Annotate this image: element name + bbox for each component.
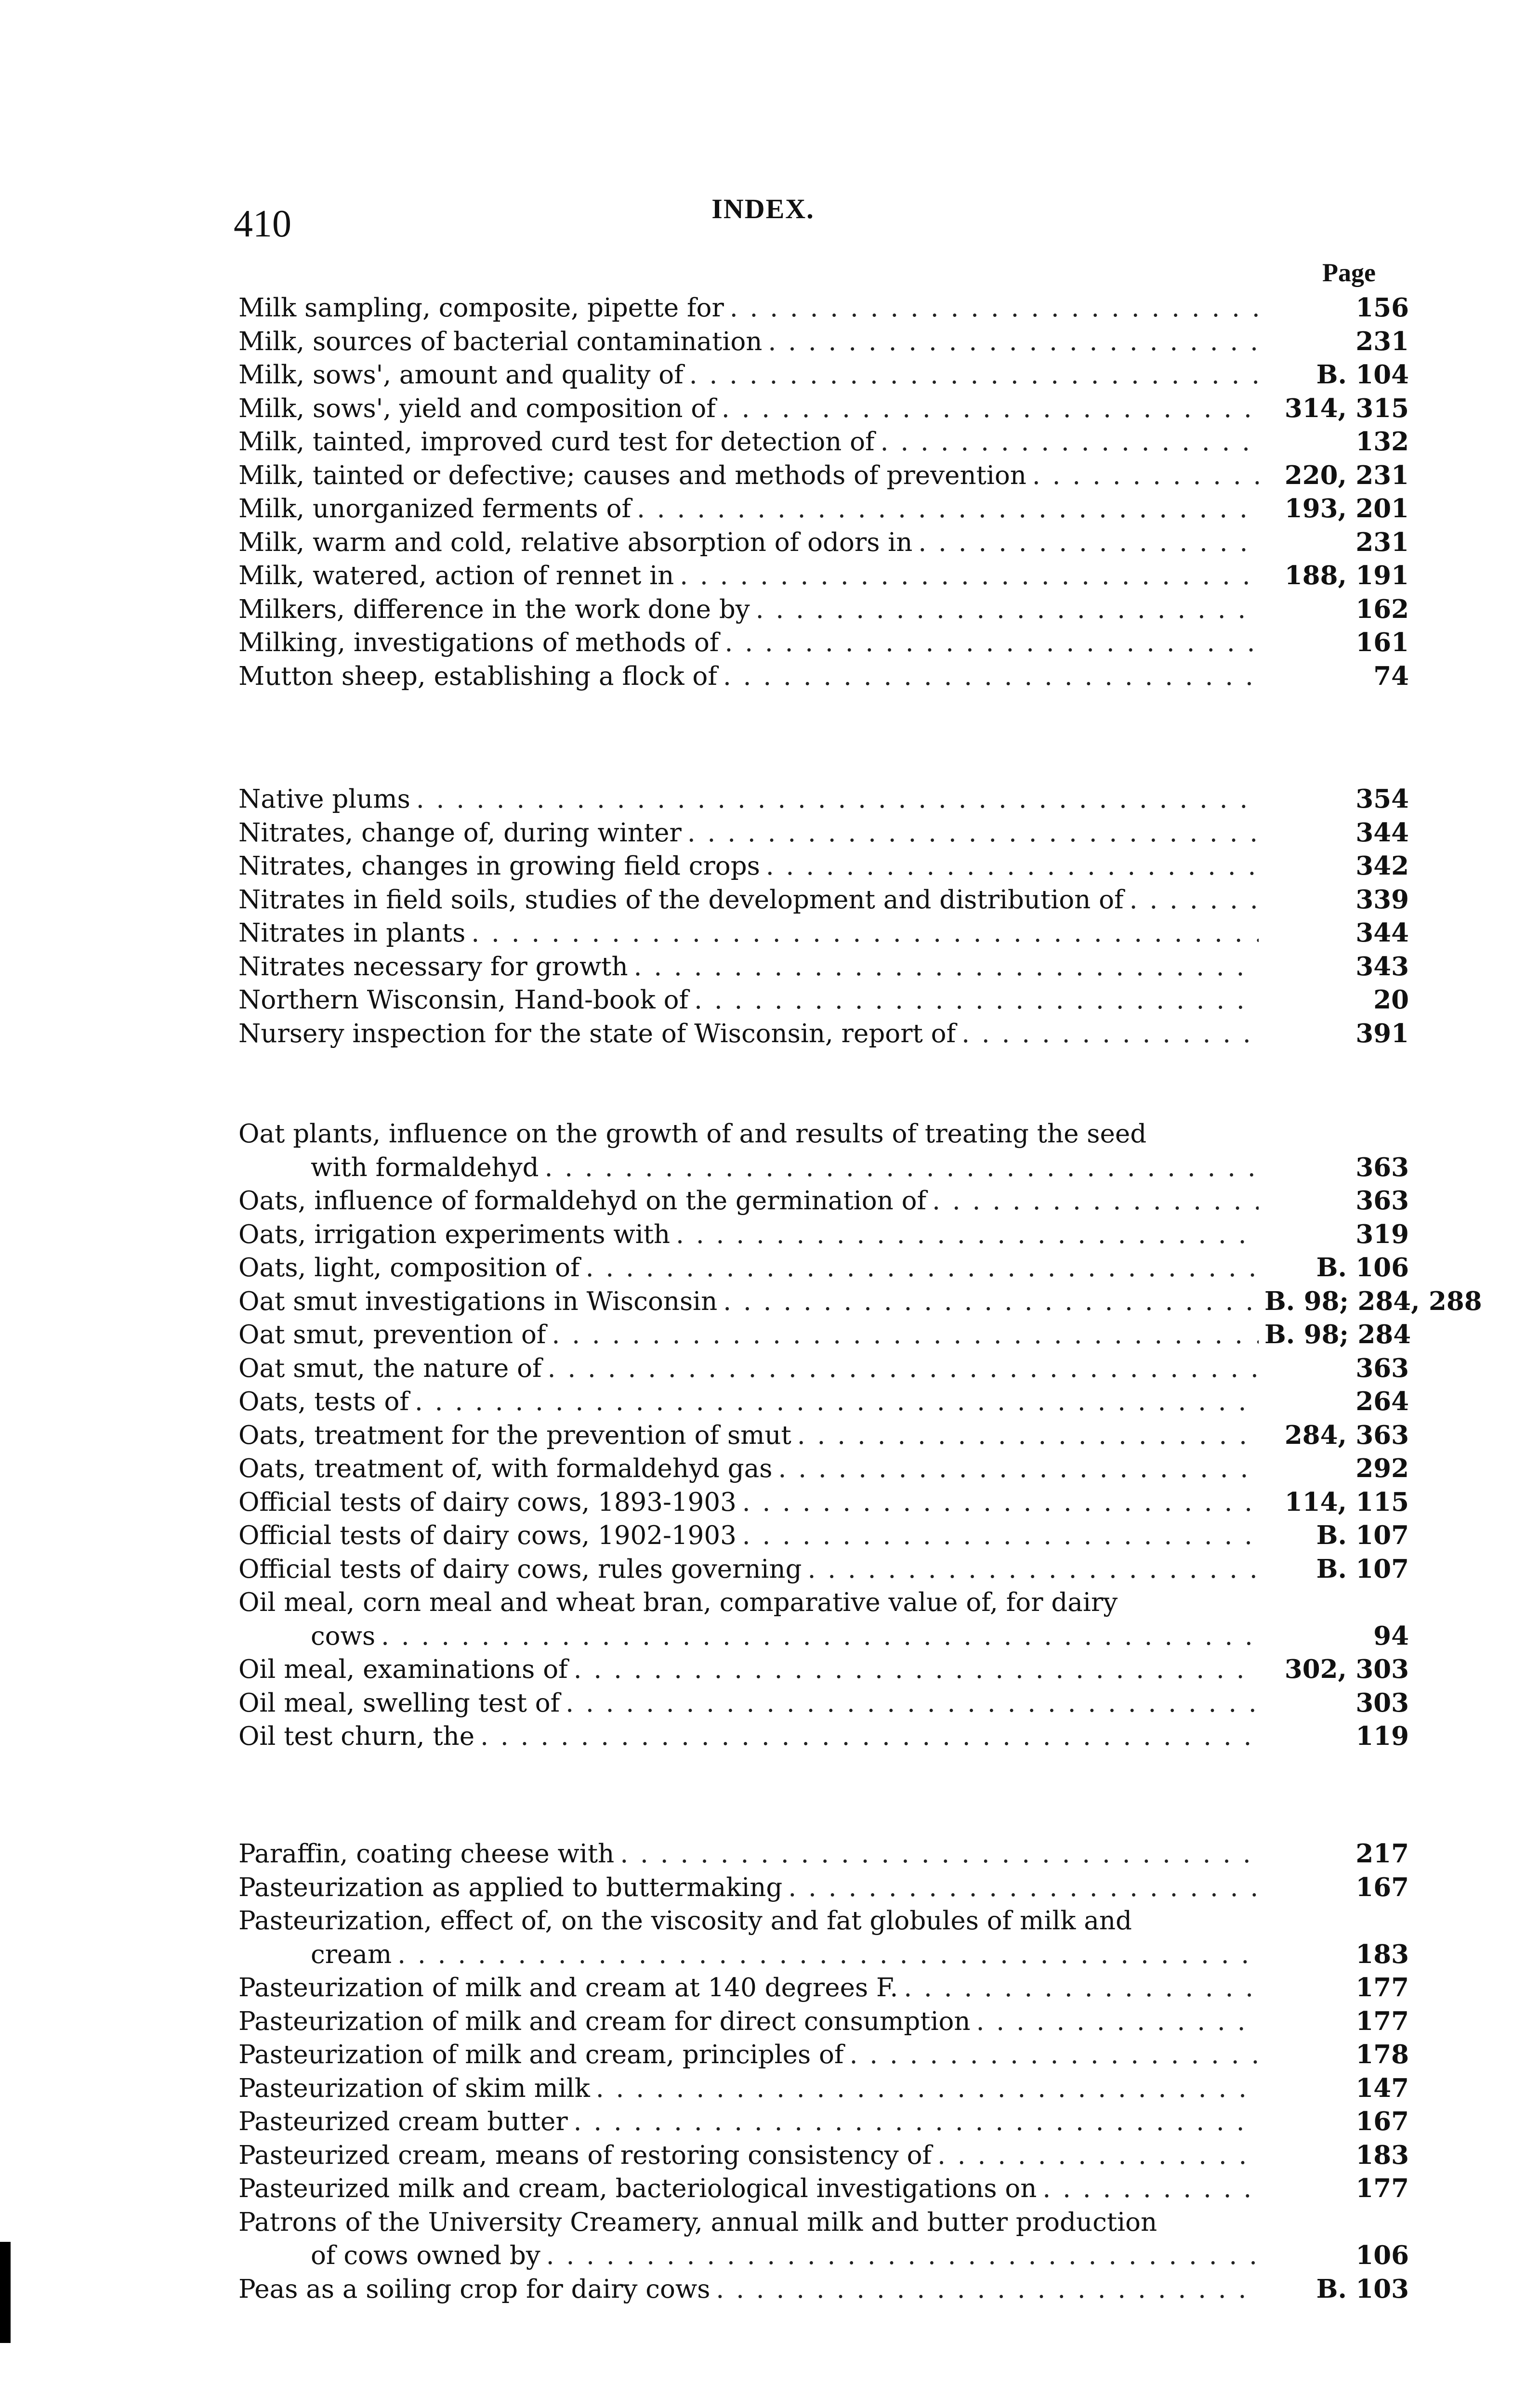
page-column-label: Page	[1322, 258, 1376, 287]
index-entry-page: 147	[1355, 2073, 1409, 2103]
index-entry	[238, 1251, 1409, 1285]
index-entry-page: B. 98; 284, 288	[1264, 1286, 1482, 1316]
index-entry-continued-text: cream	[311, 1939, 392, 1969]
dot-leader	[932, 1184, 1259, 1218]
index-entry-page: 391	[1355, 1018, 1409, 1048]
index-entry-page: B. 98; 284	[1264, 1320, 1411, 1349]
index-entry-page: 94	[1373, 1621, 1409, 1651]
index-entry-page: 292	[1355, 1453, 1409, 1483]
index-entry-text: Pasteurization of skim milk	[238, 2073, 590, 2103]
index-entry-text: Milk, watered, action of rennet in	[238, 561, 674, 590]
index-entry-page: 217	[1355, 1839, 1409, 1869]
index-entry	[238, 983, 1409, 1017]
dot-leader	[680, 559, 1259, 593]
index-section-o	[238, 1117, 1482, 1754]
dot-leader	[961, 1017, 1259, 1051]
dot-leader	[756, 593, 1259, 627]
index-entry-page: 193, 201	[1284, 494, 1409, 523]
index-entry	[238, 2273, 1409, 2306]
index-entry-text: Nitrates in field soils, studies of the development and distribution of	[238, 885, 1124, 915]
dot-leader	[881, 425, 1259, 459]
index-entry-page: 231	[1355, 527, 1409, 557]
index-section-p	[238, 1837, 1409, 2306]
index-entry	[238, 1285, 1482, 1319]
index-entry	[238, 1352, 1409, 1386]
index-entry	[238, 593, 1409, 627]
index-entry	[238, 1218, 1409, 1252]
index-entry-text: Oats, tests of	[238, 1387, 409, 1416]
index-entry-page: 264	[1355, 1387, 1409, 1416]
dot-leader	[766, 850, 1259, 883]
index-entry-text: Northern Wisconsin, Hand-book of	[238, 985, 689, 1015]
index-entry-page: 177	[1355, 1973, 1409, 2002]
index-entry-text: Nitrates necessary for growth	[238, 952, 628, 982]
index-entry	[238, 1452, 1409, 1486]
index-entry	[238, 459, 1409, 493]
index-entry-text: Oat smut, the nature of	[238, 1353, 542, 1383]
dot-leader	[778, 1452, 1259, 1486]
index-entry-page: 162	[1355, 594, 1409, 624]
index-entry-page: 119	[1355, 1721, 1409, 1751]
index-entry-page: 188, 191	[1284, 561, 1409, 590]
index-entry-continuation	[238, 1938, 1409, 1972]
index-entry-page: 183	[1355, 1939, 1409, 1969]
dot-leader	[742, 1486, 1259, 1519]
index-entry-continued-text: cows	[311, 1621, 376, 1651]
index-entry-text: Pasteurization as applied to buttermaking	[238, 1872, 783, 1902]
index-entry-page: 114, 115	[1284, 1487, 1409, 1517]
dot-leader	[723, 660, 1259, 694]
index-entry-text: Patrons of the University Creamery, annual milk and butter production	[238, 2207, 1158, 2237]
index-entry-text: Oat plants, influence on the growth of and results of treating the seed	[238, 1119, 1147, 1149]
index-entry	[238, 1720, 1409, 1754]
index-entry	[238, 1971, 1409, 2005]
index-entry-text: Pasteurization of milk and cream, principles of	[238, 2040, 844, 2069]
dot-leader	[976, 2005, 1259, 2039]
index-entry-page: B. 106	[1316, 1253, 1409, 1283]
dot-leader	[620, 1837, 1259, 1871]
index-entry	[238, 1385, 1409, 1419]
index-entry-page: 177	[1355, 2173, 1409, 2203]
index-entry	[238, 660, 1409, 694]
index-entry-page: 344	[1355, 918, 1409, 948]
index-entry	[238, 2172, 1409, 2206]
dot-leader	[725, 626, 1259, 660]
index-entry-text: Peas as a soiling crop for dairy cows	[238, 2274, 710, 2304]
dot-leader	[637, 492, 1259, 526]
index-entry	[238, 2005, 1409, 2039]
index-entry	[238, 1687, 1409, 1720]
index-entry-continued-text: with formaldehyd	[311, 1152, 539, 1182]
dot-leader	[1130, 883, 1259, 917]
index-entry-continuation	[238, 1151, 1409, 1185]
dot-leader	[850, 2038, 1259, 2072]
index-entry	[238, 1837, 1409, 1871]
index-entry-text: Milk, tainted, improved curd test for detection of	[238, 427, 875, 457]
dot-leader	[548, 1352, 1259, 1386]
index-entry-page: 20	[1373, 985, 1409, 1015]
index-entry-text: Oat smut investigations in Wisconsin	[238, 1286, 718, 1316]
index-entry-text: Official tests of dairy cows, rules governing	[238, 1554, 802, 1584]
index-entry-page: 363	[1355, 1152, 1409, 1182]
index-entry-text: Oats, treatment for the prevention of smut	[238, 1420, 791, 1450]
index-entry	[238, 1653, 1409, 1687]
index-entry-text: Milking, investigations of methods of	[238, 628, 719, 657]
index-entry-page: 344	[1355, 817, 1409, 848]
dot-leader	[687, 816, 1259, 850]
index-entry	[238, 883, 1409, 917]
index-entry-text: Official tests of dairy cows, 1893-1903	[238, 1487, 737, 1517]
index-entry-page: 363	[1355, 1186, 1409, 1216]
index-entry	[238, 1904, 1409, 1971]
index-entry-text: Milk, warm and cold, relative absorption of odors in	[238, 527, 913, 557]
index-entry	[238, 1017, 1409, 1051]
index-entry-text: Milk, sows', yield and composition of	[238, 393, 716, 423]
index-entry	[238, 2105, 1409, 2139]
index-entry-page: 319	[1355, 1219, 1409, 1249]
index-entry	[238, 1419, 1409, 1453]
index-entry-text: Milkers, difference in the work done by	[238, 594, 750, 624]
dot-leader	[788, 1871, 1259, 1905]
dot-leader	[596, 2072, 1259, 2106]
index-entry	[238, 2072, 1409, 2106]
dot-leader	[381, 1620, 1259, 1653]
dot-leader	[634, 950, 1259, 984]
dot-leader	[586, 1251, 1259, 1285]
dot-leader	[480, 1720, 1259, 1754]
dot-leader	[768, 325, 1259, 359]
index-entry-page: 363	[1355, 1353, 1409, 1383]
index-entry-text: Oil meal, corn meal and wheat bran, comparative value of, for dairy	[238, 1588, 1118, 1617]
index-entry-page: 132	[1355, 427, 1409, 457]
dot-leader	[723, 1285, 1259, 1319]
index-entry-page: 354	[1355, 784, 1409, 814]
index-entry	[238, 325, 1409, 359]
dot-leader	[471, 916, 1259, 950]
dot-leader	[676, 1218, 1259, 1252]
dot-leader	[689, 358, 1259, 392]
index-entry-text: Oat smut, prevention of	[238, 1320, 546, 1349]
index-entry-text: Nitrates, changes in growing field crops	[238, 851, 760, 881]
index-entry	[238, 559, 1409, 593]
dot-leader	[546, 2239, 1259, 2273]
index-entry-page: 342	[1355, 851, 1409, 881]
index-entry-page: B. 104	[1316, 360, 1409, 390]
dot-leader	[694, 983, 1259, 1017]
index-entry-text: Oil meal, swelling test of	[238, 1688, 560, 1718]
index-entry	[238, 950, 1409, 984]
margin-mark	[0, 2242, 11, 2343]
index-entry	[238, 1117, 1409, 1184]
page-number: 410	[234, 203, 291, 245]
index-entry	[238, 1586, 1409, 1653]
dot-leader	[730, 291, 1259, 325]
index-entry-text: Native plums	[238, 785, 410, 814]
index-entry-continued-text: of cows owned by	[311, 2241, 540, 2270]
index-entry-text: Milk, unorganized ferments of	[238, 494, 631, 523]
index-entry-page: 106	[1355, 2240, 1409, 2270]
index-entry-text: Nitrates in plants	[238, 918, 466, 948]
index-entry	[238, 1318, 1409, 1352]
index-entry	[238, 2038, 1409, 2072]
index-entry	[238, 916, 1409, 950]
dot-leader	[742, 1519, 1259, 1553]
index-entry-text: Pasteurized milk and cream, bacteriological investigations on	[238, 2174, 1037, 2203]
dot-leader	[416, 783, 1259, 816]
index-entry	[238, 358, 1409, 392]
index-entry-text: Oil meal, examinations of	[238, 1655, 568, 1684]
index-entry-page: 161	[1355, 628, 1409, 657]
dot-leader	[808, 1553, 1259, 1586]
index-entry-page: 178	[1355, 2040, 1409, 2069]
running-title: INDEX.	[711, 193, 815, 224]
index-entry-text: Oats, light, composition of	[238, 1253, 580, 1283]
index-entry	[238, 626, 1409, 660]
dot-leader	[937, 2139, 1259, 2172]
index-entry-page: 231	[1355, 326, 1409, 356]
index-entry	[238, 291, 1409, 325]
index-entry-page: 343	[1355, 951, 1409, 982]
index-entry-text: Pasteurized cream butter	[238, 2107, 568, 2136]
dot-leader	[574, 2105, 1259, 2139]
index-section-m	[238, 291, 1409, 693]
index-entry-text: Milk, tainted or defective; causes and methods of prevention	[238, 460, 1026, 490]
index-entry-page: 314, 315	[1284, 393, 1409, 423]
dot-leader	[574, 1653, 1259, 1687]
dot-leader	[552, 1318, 1259, 1352]
index-entry-text: Official tests of dairy cows, 1902-1903	[238, 1521, 737, 1550]
index-entry-text: Nitrates, change of, during winter	[238, 818, 682, 848]
index-entry-text: Milk, sources of bacterial contamination	[238, 327, 763, 356]
index-entry-page: 177	[1355, 2006, 1409, 2036]
index-entry-page: 303	[1355, 1688, 1409, 1718]
dot-leader	[722, 392, 1259, 426]
index-entry-continuation	[238, 1620, 1409, 1653]
index-entry-text: Pasteurization, effect of, on the viscosity and fat globules of milk and	[238, 1906, 1132, 1936]
index-entry	[238, 1553, 1409, 1586]
index-entry	[238, 1486, 1409, 1519]
index-entry-page: 183	[1355, 2140, 1409, 2170]
index-entry-text: Pasteurization of milk and cream for direct consumption	[238, 2006, 971, 2036]
index-section-n	[238, 783, 1409, 1050]
dot-leader	[545, 1151, 1259, 1185]
index-entry-text: Mutton sheep, establishing a flock of	[238, 661, 717, 691]
index-entry	[238, 816, 1409, 850]
index-entry	[238, 425, 1409, 459]
index-entry-text: Pasteurization of milk and cream at 140 degrees F.	[238, 1973, 898, 2002]
dot-leader	[1032, 459, 1259, 493]
index-entry	[238, 392, 1409, 426]
index-entry	[238, 2206, 1409, 2273]
index-entry-text: Milk sampling, composite, pipette for	[238, 293, 724, 323]
index-entry-text: Milk, sows', amount and quality of	[238, 360, 684, 390]
index-entry	[238, 1519, 1409, 1553]
index-entry-page: 220, 231	[1284, 460, 1409, 490]
index-entry	[238, 850, 1409, 883]
dot-leader	[918, 526, 1259, 560]
index-entry-page: B. 107	[1316, 1554, 1409, 1584]
index-entry-page: 302, 303	[1284, 1654, 1409, 1684]
dot-leader	[797, 1419, 1259, 1453]
dot-leader	[1042, 2172, 1259, 2206]
index-entry-page: 74	[1373, 661, 1409, 691]
index-entry-page: 167	[1355, 1872, 1409, 1902]
dot-leader	[397, 1938, 1259, 1972]
index-entry-text: Oil test churn, the	[238, 1722, 475, 1751]
index-entry-text: Pasteurized cream, means of restoring consistency of	[238, 2140, 932, 2170]
index-entry-text: Nursery inspection for the state of Wisconsin, report of	[238, 1019, 956, 1048]
index-entry-page: B. 103	[1316, 2274, 1409, 2304]
index-entry-continuation	[238, 2239, 1409, 2273]
index-entry-page: 156	[1355, 293, 1409, 323]
dot-leader	[566, 1687, 1259, 1720]
index-entry-page: 167	[1355, 2107, 1409, 2136]
index-entry-text: Oats, irrigation experiments with	[238, 1219, 671, 1249]
dot-leader	[415, 1385, 1259, 1419]
index-entry-page: B. 107	[1316, 1520, 1409, 1550]
index-entry-text: Paraffin, coating cheese with	[238, 1839, 615, 1869]
dot-leader	[904, 1971, 1259, 2005]
index-entry-text: Oats, influence of formaldehyd on the germination of	[238, 1186, 927, 1216]
index-entry	[238, 1871, 1409, 1905]
index-entry	[238, 526, 1409, 560]
index-entry	[238, 2139, 1409, 2172]
index-entry	[238, 783, 1409, 816]
index-entry-page: 284, 363	[1284, 1420, 1409, 1450]
dot-leader	[716, 2273, 1259, 2306]
index-entry-page: 339	[1355, 884, 1409, 915]
index-entry	[238, 492, 1409, 526]
index-entry-text: Oats, treatment of, with formaldehyd gas	[238, 1454, 773, 1483]
index-entry	[238, 1184, 1409, 1218]
